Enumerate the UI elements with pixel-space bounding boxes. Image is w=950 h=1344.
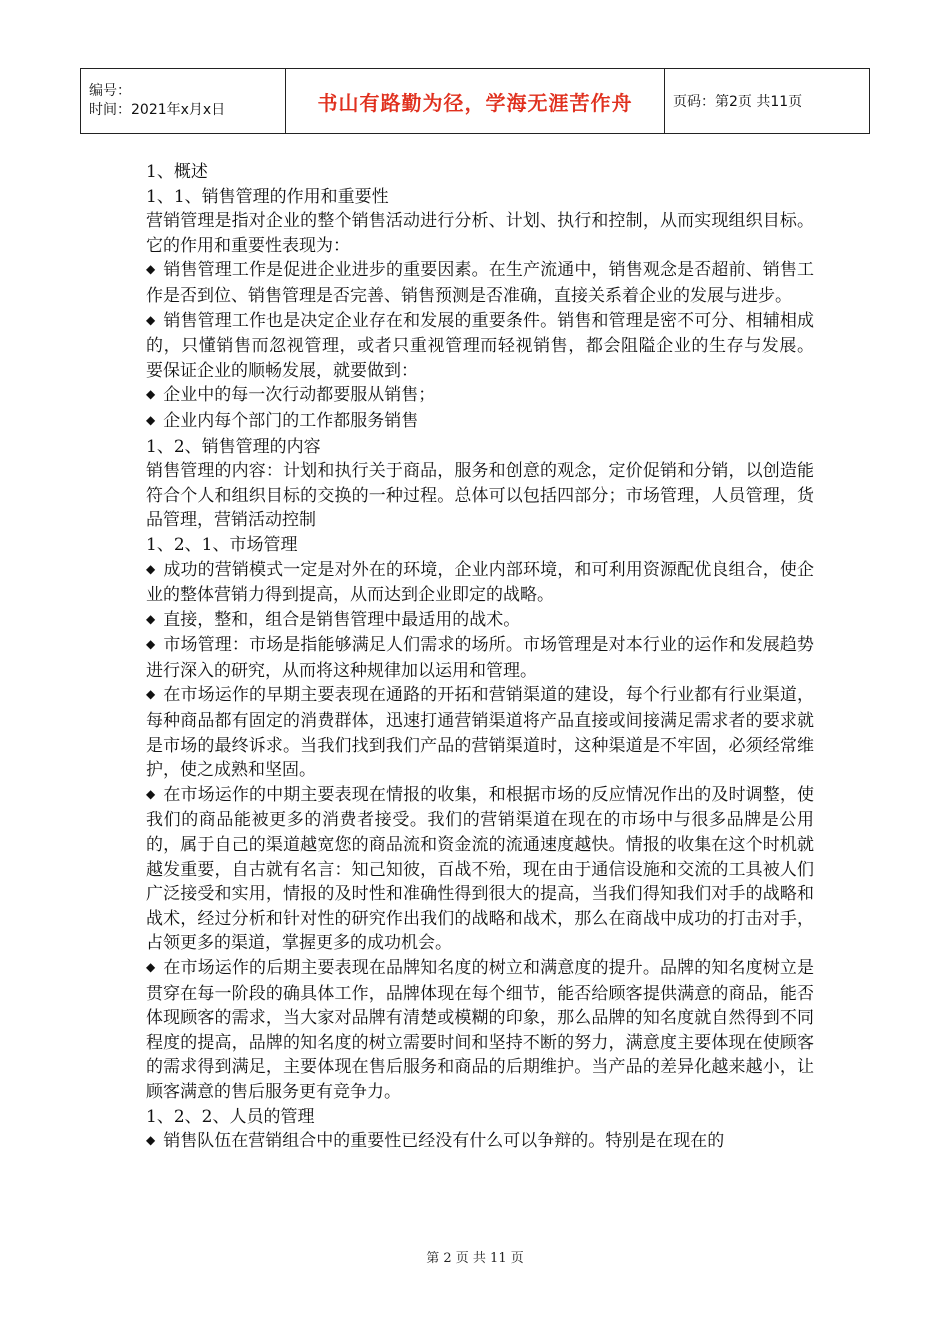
document-body <box>146 160 814 1155</box>
paragraph: 1、2、销售管理的内容 <box>146 436 321 457</box>
paragraph: 1、2、1、市场管理 <box>146 534 298 555</box>
paragraph: 1、2、2、人员的管理 <box>146 1106 315 1127</box>
page-footer: 第 2 页 共 11 页 <box>426 1251 524 1266</box>
paragraph: 营销管理是指对企业的整个销售活动进行分析、计划、执行和控制，从而实现组织目标。它的作用和重要性表现为： <box>146 211 814 256</box>
bullet-paragraph: ◆ 直接，整和，组合是销售管理中最适用的战术。 <box>146 608 814 634</box>
document-date: 时间：2021年x月x日 <box>89 102 226 118</box>
bullet-paragraph: ◆ 销售管理工作是促进企业进步的重要因素。在生产流通中，销售观念是否超前、销售工作是否到位、销售管理是否完善、销售预测是否准确，直接关系着企业的发展与进步。 <box>146 258 814 308</box>
bullet-paragraph: ◆ 在市场运作的早期主要表现在通路的开拓和营销渠道的建设，每个行业都有行业渠道，每种商品都有固定的消费群体，迅速打通营销渠道将产品直接或间接满足需求者的要求就是市场的最终诉求。当我们找到我们产品的营销渠道时，这种渠道是不牢固，必须经常维护，使之成熟和坚固。 <box>146 683 814 782</box>
bullet-paragraph: ◆ 在市场运作的中期主要表现在情报的收集，和根据市场的反应情况作出的及时调整，使我们的商品能被更多的消费者接受。我们的营销渠道在现在的市场中与很多品牌是公用的，属于自己的渠道越宽您的商品流和资金流的流通速度越快。情报的收集在这个时机就越发重要，自古就有名言：知己知彼，百战不殆，现在由于通信设施和交流的工具被人们广泛接受和实用，情报的及时性和准确性得到很大的提高，当我们得知我们对手的战略和战术，经过分析和针对性的研究作出我们的战略和战术，那么在商战中成功的打击对手，占领更多的渠道，掌握更多的成功机会。 <box>146 783 814 956</box>
paragraph: 1、概述 <box>146 162 208 182</box>
bullet-paragraph: ◆ 销售管理工作也是决定企业存在和发展的重要条件。销售和管理是密不可分、相辅相成的，只懂销售而忽视管理，或者只重视管理而轻视销售，都会阻隘企业的生存与发展。 要保证企业的顺畅发展，就要做到： <box>146 309 814 384</box>
bullet-paragraph: ◆ 销售队伍在营销组合中的重要性已经没有什么可以争辩的。特别是在现在的 <box>146 1129 814 1155</box>
document-number-label: 编号： <box>89 83 131 99</box>
bullet-paragraph: ◆ 企业内每个部门的工作都服务销售 <box>146 409 814 435</box>
header-motto-cell <box>286 69 665 134</box>
header-page-info: 页码：第2页 共11页 <box>665 69 870 134</box>
paragraph: 销售管理的内容：计划和执行关于商品，服务和创意的观念，定价促销和分销，以创造能符合个人和组织目标的交换的一种过程。总体可以包括四部分；市场管理，人员管理，货品管理，营销活动控制 <box>146 461 814 531</box>
bullet-paragraph: ◆ 成功的营销模式一定是对外在的环境，企业内部环境，和可利用资源配优良组合，使企业的整体营销力得到提高，从而达到企业即定的战略。 <box>146 558 814 608</box>
bullet-paragraph: ◆ 市场管理：市场是指能够满足人们需求的场所。市场管理是对本行业的运作和发展趋势进行深入的研究，从而将这种规律加以运用和管理。 <box>146 633 814 683</box>
header-meta <box>81 69 286 134</box>
page-header <box>80 68 870 134</box>
bullet-paragraph: ◆ 企业中的每一次行动都要服从销售； <box>146 383 814 409</box>
bullet-paragraph: ◆ 在市场运作的后期主要表现在品牌知名度的树立和满意度的提升。品牌的知名度树立是贯穿在每一阶段的确具体工作，品牌体现在每个细节，能否给顾客提供满意的商品，能否体现顾客的需求，当大家对品牌有清楚或模糊的印象，那么品牌的知名度就自然得到不同程度的提高，品牌的知名度的树立需要时间和坚持不断的努力，满意度主要体现在使顾客的需求得到满足，主要体现在售后服务和商品的后期维护。当产品的差异化越来越小，让顾客满意的售后服务更有竞争力。 <box>146 956 814 1105</box>
paragraph: 1、1、销售管理的作用和重要性 <box>146 186 389 207</box>
header-motto: 书山有路勤为径，学海无涯苦作舟 <box>317 90 633 115</box>
